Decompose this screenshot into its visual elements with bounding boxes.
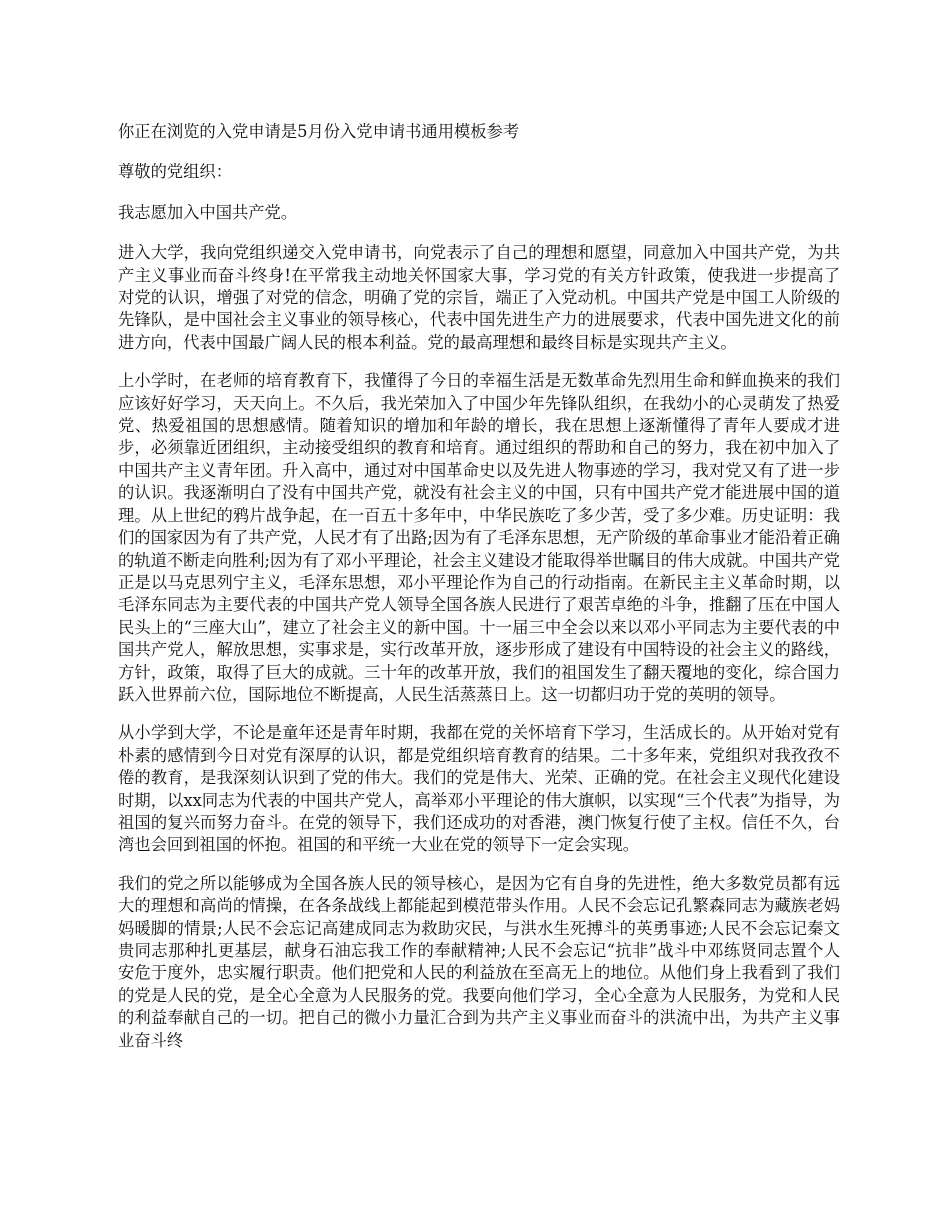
paragraph-5: 我们的党之所以能够成为全国各族人民的领导核心，是因为它有自身的先进性，绝大多数党员都有远大的理想和高尚的情操，在各条战线上都能起到模范带头作用。人民不会忘记孔繁森同志为藏族老妈妈暖脚的情景;人民不会忘记高建成同志为救助灾民，与洪水生死搏斗的英勇事迹;人民不会忘记秦文贵同志那种扎更基层，献身石油忘我工作的奉献精神;人民不会忘记“抗非”战斗中邓练贤同志置个人安危于度外，忠实履行职责。他们把党和人民的利益放在至高无上的地位。从他们身上我看到了我们的党是人民的党，是全心全意为人民服务的党。我要向他们学习，全心全意为人民服务，为党和人民的利益奉献自己的一切。把自己的微小力量汇合到为共产主义事业而奋斗的洪流中出，为共产主义事业奋斗终 [118, 873, 840, 1050]
salutation: 尊敬的党组织： [118, 162, 232, 182]
paragraph-1: 我志愿加入中国共产党。 [118, 202, 298, 222]
paragraph-3: 上小学时，在老师的培育教育下，我懂得了今日的幸福生活是无数革命先烈用生命和鲜血换来的我们应该好好学习，天天向上。不久后，我光荣加入了中国少年先锋队组织，在我幼小的心灵萌发了热爱党、热爱祖国的思想感情。随着知识的增加和年龄的增长，我在思想上逐渐懂得了青年人要成才进步，必须靠近团组织，主动接受组织的教育和培育。通过组织的帮助和自己的努力，我在初中加入了中国共产主义青年团。升入高中，通过对中国革命史以及先进人物事迹的学习，我对党又有了进一步的认识。我逐渐明白了没有中国共产党，就没有社会主义的中国，只有中国共产党才能进展中国的道理。从上世纪的鸦片战争起，在一百五十多年中，中华民族吃了多少苦，受了多少难。历史证明：我们的国家因为有了共产党，人民才有了出路;因为有了毛泽东思想，无产阶级的革命事业才能沿着正确的轨道不断走向胜利;因为有了邓小平理论，社会主义建设才能取得举世瞩目的伟大成就。中国共产党正是以马克思列宁主义，毛泽东思想，邓小平理论作为自己的行动指南。在新民主主义革命时期，以毛泽东同志为主要代表的中国共产党人领导全国各族人民进行了艰苦卓绝的斗争，推翻了压在中国人民头上的“三座大山”，建立了社会主义的新中国。十一届三中全会以来以邓小平同志为主要代表的中国共产党人，解放思想，实事求是，实行改革开放，逐步形成了建设有中国特设的社会主义的路线，方针，政策，取得了巨大的成就。三十年的改革开放，我们的祖国发生了翻天覆地的变化，综合国力跃入世界前六位，国际地位不断提高，人民生活蒸蒸日上。这一切都归功于党的英明的领导。 [118, 371, 840, 704]
document-page [118, 121, 840, 1068]
document-title: 你正在浏览的入党申请是5月份入党申请书通用模板参考 [118, 122, 520, 141]
paragraph-2: 进入大学，我向党组织递交入党申请书，向党表示了自己的理想和愿望，同意加入中国共产党，为共产主义事业而奋斗终身!在平常我主动地关怀国家大事，学习党的有关方针政策，使我进一步提高了对党的认识，增强了对党的信念，明确了党的宗旨，端正了入党动机。中国共产党是中国工人阶级的先锋队，是中国社会主义事业的领导核心，代表中国先进生产力的进展要求，代表中国先进文化的前进方向，代表中国最广阔人民的根本利益。党的最高理想和最终目标是实现共产主义。 [118, 243, 840, 352]
paragraph-4: 从小学到大学，不论是童年还是青年时期，我都在党的关怀培育下学习，生活成长的。从开始对党有朴素的感情到今日对党有深厚的认识，都是党组织培育教育的结果。二十多年来，党组织对我孜孜不倦的教育，是我深刻认识到了党的伟大。我们的党是伟大、光荣、正确的党。在社会主义现代化建设时期，以xx同志为代表的中国共产党人，高举邓小平理论的伟大旗帜，以实现“三个代表”为指导，为祖国的复兴而努力奋斗。在党的领导下，我们还成功的对香港，澳门恢复行使了主权。信任不久，台湾也会回到祖国的怀抱。祖国的和平统一大业在党的领导下一定会实现。 [118, 723, 840, 855]
